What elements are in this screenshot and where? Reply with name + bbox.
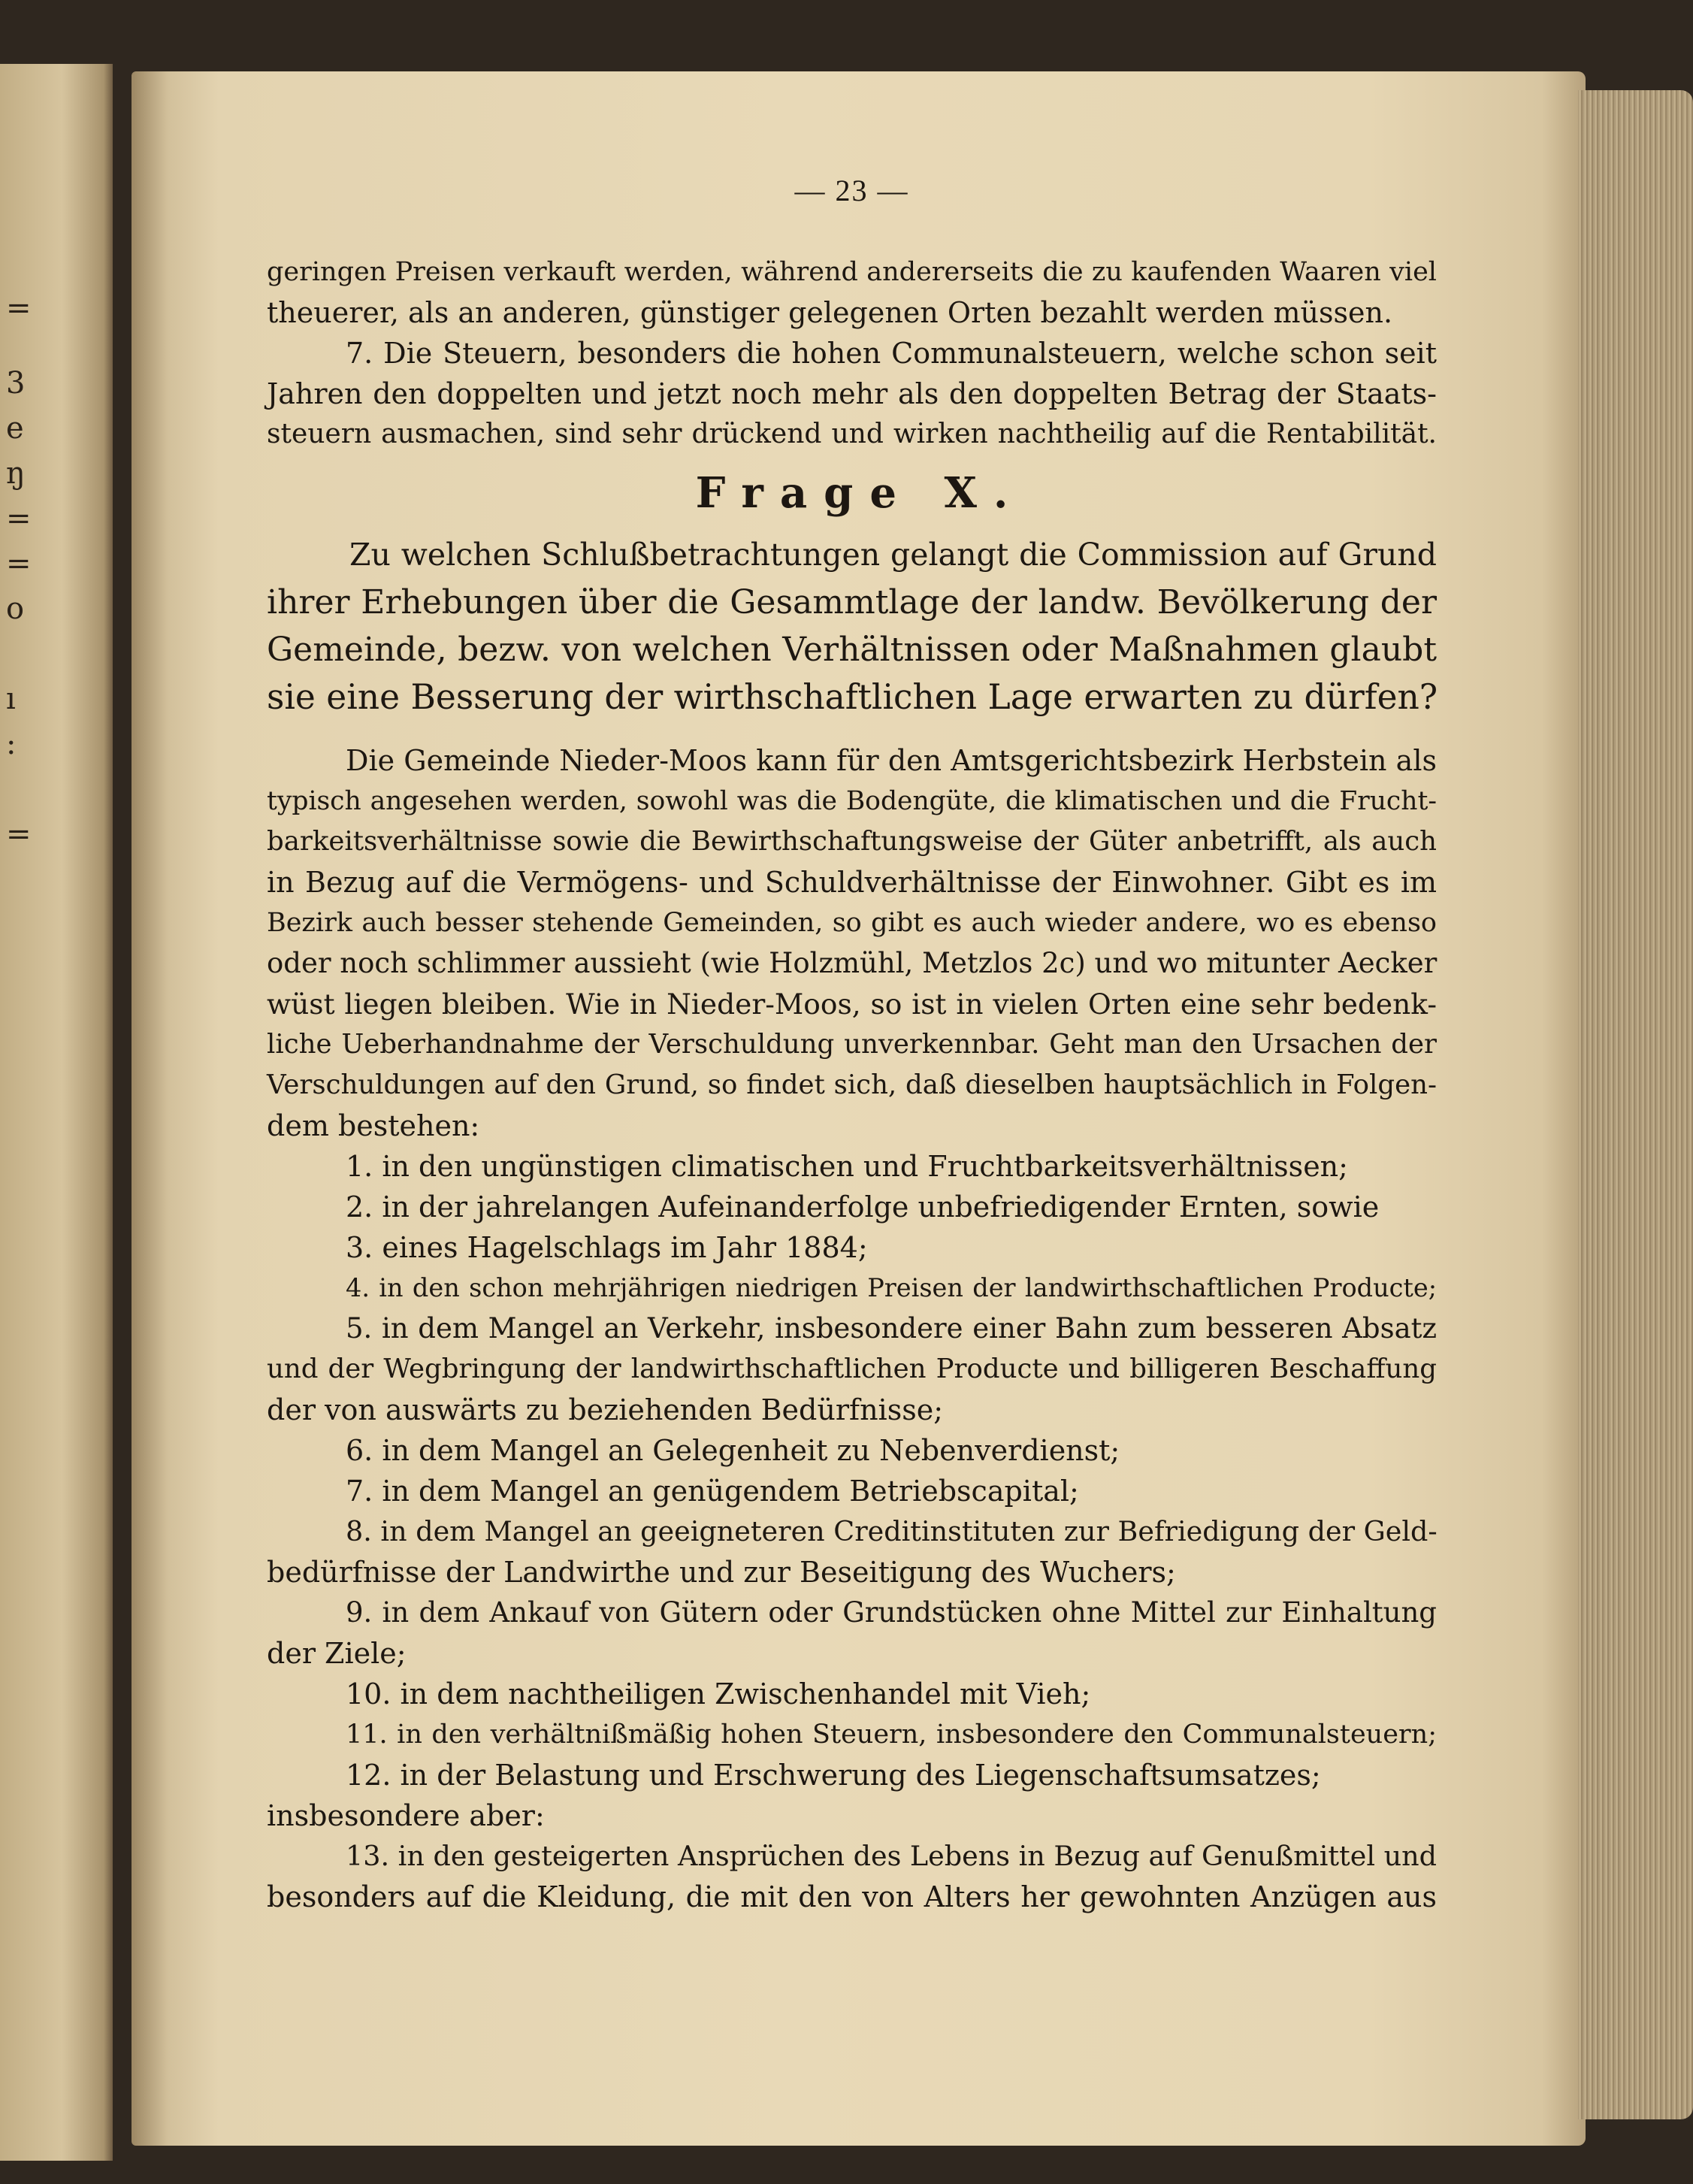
text-line: Die Gemeinde Nieder-Moos kann für den Amtsgerichtsbezirk Herbstein als bbox=[346, 744, 1437, 777]
section-heading: Frage X. bbox=[695, 468, 1025, 518]
list-item: 1. in den ungünstigen climatischen und Fruchtbarkeitsverhältnissen; bbox=[346, 1150, 1348, 1183]
text-line: theuerer, als an anderen, günstiger gelegenen Orten bezahlt werden müssen. bbox=[267, 296, 1393, 329]
question-line: Gemeinde, bezw. von welchen Verhältnissen oder Maßnahmen glaubt bbox=[267, 631, 1437, 669]
list-item: 9. in dem Ankauf von Gütern oder Grundstücken ohne Mittel zur Einhaltung bbox=[346, 1596, 1437, 1629]
left-page-fragment: = bbox=[6, 291, 32, 325]
text-line: barkeitsverhältnisse sowie die Bewirthschaftungsweise der Güter anbetrifft, als auch bbox=[267, 826, 1437, 857]
left-page-fragment: ŋ bbox=[6, 456, 26, 491]
text-line: geringen Preisen verkauft werden, während andererseits die zu kaufenden Waaren viel bbox=[267, 257, 1437, 287]
text-line: insbesondere aber: bbox=[267, 1799, 545, 1832]
list-item: 5. in dem Mangel an Verkehr, insbesondere einer Bahn zum besseren Absatz bbox=[346, 1312, 1437, 1345]
list-item-continuation: und der Wegbringung der landwirthschaftlichen Producte und billigeren Beschaffung bbox=[267, 1354, 1437, 1384]
list-item: 4. in den schon mehrjährigen niedrigen Preisen der landwirthschaftlichen Producte; bbox=[346, 1273, 1437, 1302]
list-item: 12. in der Belastung und Erschwerung des Liegenschaftsumsatzes; bbox=[346, 1759, 1321, 1792]
left-page-fragment: : bbox=[6, 727, 17, 761]
left-page-fragment: 3 bbox=[6, 366, 26, 401]
left-page-edge bbox=[0, 64, 113, 2161]
page-number: — 23 — bbox=[794, 174, 909, 207]
list-item: 2. in der jahrelangen Aufeinanderfolge unbefriedigender Ernten, sowie bbox=[346, 1190, 1380, 1224]
list-item-continuation: besonders auf die Kleidung, die mit den von Alters her gewohnten Anzügen aus bbox=[267, 1880, 1437, 1913]
answer-body bbox=[267, 740, 1437, 1917]
question-line: ihrer Erhebungen über die Gesammtlage der landw. Bevölkerung der bbox=[267, 583, 1437, 622]
list-item: 10. in dem nachtheiligen Zwischenhandel mit Vieh; bbox=[346, 1677, 1091, 1711]
left-page-fragment: ı bbox=[6, 682, 16, 716]
list-item: 8. in dem Mangel an geeigneteren Creditinstituten zur Befriedigung der Geld- bbox=[346, 1515, 1438, 1547]
text-line: Bezirk auch besser stehende Gemeinden, so gibt es auch wieder andere, wo es ebenso bbox=[267, 908, 1437, 938]
list-item: 7. in dem Mangel an genügendem Betriebscapital; bbox=[346, 1475, 1079, 1508]
page-text bbox=[267, 173, 1437, 1917]
list-item: 6. in dem Mangel an Gelegenheit zu Nebenverdienst; bbox=[346, 1434, 1120, 1467]
list-item-continuation: der Ziele; bbox=[267, 1637, 407, 1670]
text-line: steuern ausmachen, sind sehr drückend und wirken nachtheilig auf die Rentabilität. bbox=[267, 419, 1437, 449]
text-line: Jahren den doppelten und jetzt noch mehr als den doppelten Betrag der Staats- bbox=[267, 377, 1437, 410]
list-item: 13. in den gesteigerten Ansprüchen des Lebens in Bezug auf Genußmittel und bbox=[346, 1840, 1437, 1872]
list-item-continuation: der von auswärts zu beziehenden Bedürfnisse; bbox=[267, 1393, 943, 1426]
list-item-continuation: bedürfnisse der Landwirthe und zur Beseitigung des Wuchers; bbox=[267, 1556, 1176, 1589]
question-block bbox=[267, 531, 1437, 721]
list-item: 11. in den verhältnißmäßig hohen Steuern, insbesondere den Communalsteuern; bbox=[346, 1720, 1437, 1750]
question-line: Zu welchen Schlußbetrachtungen gelangt die Commission auf Grund bbox=[349, 537, 1437, 573]
question-line: sie eine Besserung der wirthschaftlichen Lage erwarten zu dürfen? bbox=[267, 677, 1438, 717]
list-item: 3. eines Hagelschlags im Jahr 1884; bbox=[346, 1231, 868, 1264]
left-page-fragment: o bbox=[6, 591, 25, 626]
page-stack-edges bbox=[1578, 90, 1693, 2119]
intro-paragraph bbox=[267, 252, 1437, 455]
text-line: Verschuldungen auf den Grund, so findet sich, daß dieselben hauptsächlich in Folgen- bbox=[267, 1069, 1437, 1100]
text-line: 7. Die Steuern, besonders die hohen Communalsteuern, welche schon seit bbox=[346, 337, 1437, 370]
left-page-fragment: = bbox=[6, 817, 32, 852]
left-page-fragment: = bbox=[6, 501, 32, 536]
text-line: typisch angesehen werden, sowohl was die Bodengüte, die klimatischen und die Frucht- bbox=[267, 786, 1437, 816]
text-line: dem bestehen: bbox=[267, 1109, 480, 1142]
text-line: oder noch schlimmer aussieht (wie Holzmühl, Metzlos 2c) und wo mitunter Aecker bbox=[267, 947, 1438, 979]
text-line: liche Ueberhandnahme der Verschuldung unverkennbar. Geht man den Ursachen der bbox=[267, 1029, 1437, 1060]
left-page-fragment: e bbox=[6, 411, 24, 446]
text-line: in Bezug auf die Vermögens- und Schuldverhältnisse der Einwohner. Gibt es im bbox=[267, 866, 1437, 899]
spacer bbox=[267, 721, 1437, 740]
left-page-fragment: = bbox=[6, 546, 32, 581]
text-line: wüst liegen bleiben. Wie in Nieder-Moos, so ist in vielen Orten eine sehr bedenk- bbox=[267, 988, 1437, 1021]
